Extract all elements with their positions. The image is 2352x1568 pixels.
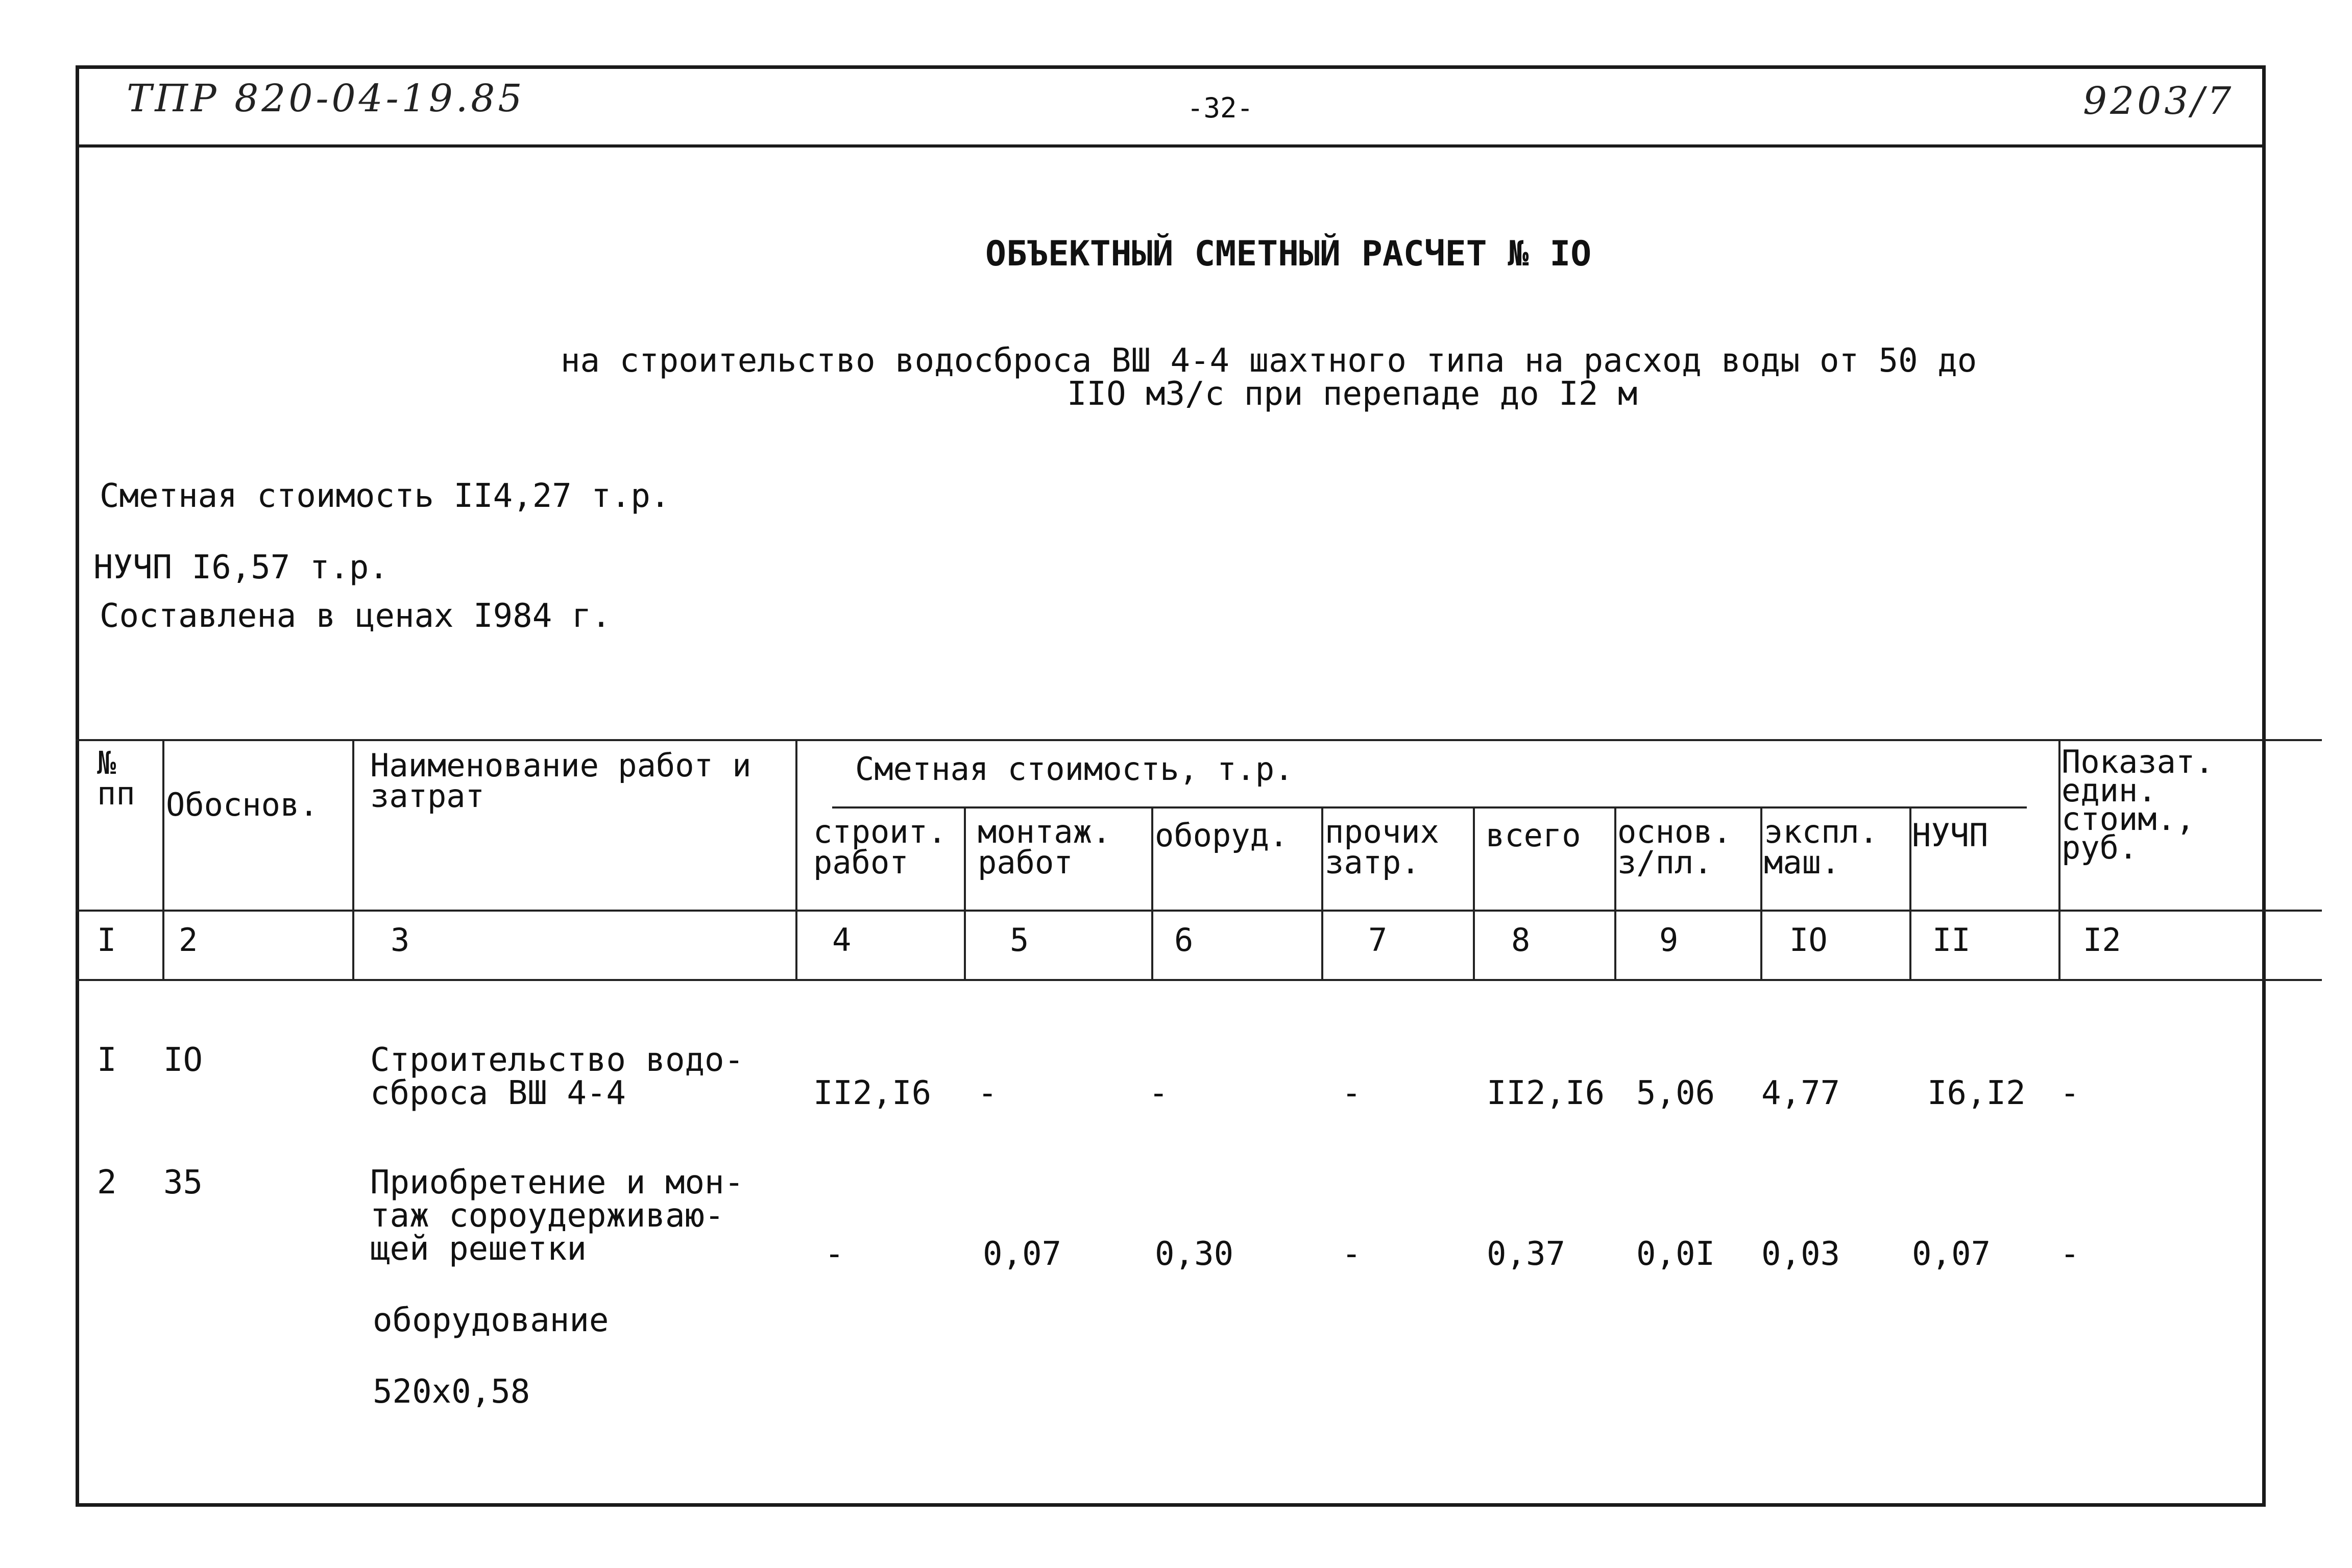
col-number: 6 xyxy=(1174,921,1194,959)
col-divider-7 xyxy=(1473,806,1475,979)
document-title: ОБЪЕКТНЫЙ СМЕТНЫЙ РАСЧЕТ № IO xyxy=(985,234,1592,274)
col-header-wage: основ. з/пл. xyxy=(1617,813,1732,881)
row-other: - xyxy=(1342,1074,1362,1112)
col-number: 2 xyxy=(179,921,198,959)
col-header-nuchp: НУЧП xyxy=(1912,817,1989,854)
page-number: -32- xyxy=(1187,92,1254,124)
col-number: 3 xyxy=(391,921,410,959)
col-header-total: всего xyxy=(1486,817,1581,854)
header-bottom-border xyxy=(76,910,2322,912)
row-equip: - xyxy=(1149,1074,1169,1112)
row-build: II2,I6 xyxy=(813,1074,932,1112)
equipment-formula: 520x0,58 xyxy=(373,1373,530,1411)
col-header-build: строит. работ xyxy=(813,813,947,881)
row-nuchp: I6,I2 xyxy=(1927,1074,2026,1112)
col-divider-8 xyxy=(1614,806,1616,979)
col-header-equip: оборуд. xyxy=(1155,817,1289,854)
row-name-line: Приобретение и мон- xyxy=(370,1164,744,1202)
row-equip: 0,30 xyxy=(1155,1235,1234,1273)
row-basis: IO xyxy=(163,1041,203,1079)
row-nuchp: 0,07 xyxy=(1912,1235,1991,1273)
col-number: I2 xyxy=(2083,921,2121,959)
col-number: 4 xyxy=(832,921,852,959)
table-top-border xyxy=(76,739,2322,741)
col-divider-11 xyxy=(2058,739,2060,979)
nuchp-value: НУЧП I6,57 т.р. xyxy=(93,549,389,586)
col-number: II xyxy=(1932,921,1971,959)
row-total: II2,I6 xyxy=(1487,1074,1605,1112)
doc-code: ТПР 820-04-19.85 xyxy=(127,77,525,120)
subtitle-line-2: IIO м3/с при перепаде до I2 м xyxy=(1067,375,1638,413)
col-divider-3 xyxy=(795,739,797,979)
row-mount: 0,07 xyxy=(983,1235,1062,1273)
row-name-line: сброса ВШ 4-4 xyxy=(370,1074,626,1112)
col-divider-10 xyxy=(1909,806,1911,979)
estimated-cost: Сметная стоимость II4,27 т.р. xyxy=(100,477,670,515)
row-name-line: щей решетки xyxy=(370,1230,587,1268)
col-number: I xyxy=(97,921,116,959)
col-number: 7 xyxy=(1368,921,1388,959)
col-number: IO xyxy=(1789,921,1828,959)
row-build: - xyxy=(825,1235,844,1273)
cost-group-underline xyxy=(832,806,2027,808)
row-wage: 0,0I xyxy=(1636,1235,1715,1273)
row-other: - xyxy=(1342,1235,1362,1273)
col-divider-6 xyxy=(1321,806,1323,979)
row-mach: 4,77 xyxy=(1761,1074,1840,1112)
row-total: 0,37 xyxy=(1487,1235,1566,1273)
column-numbers-border xyxy=(76,979,2322,981)
row-basis: 35 xyxy=(163,1164,203,1202)
row-num: I xyxy=(97,1041,117,1079)
col-header-num: № пп xyxy=(97,744,135,812)
row-mach: 0,03 xyxy=(1761,1235,1840,1273)
col-header-cost-group: Сметная стоимость, т.р. xyxy=(855,750,1294,788)
col-header-basis: Обоснов. xyxy=(166,786,319,823)
row-wage: 5,06 xyxy=(1636,1074,1715,1112)
price-basis: Составлена в ценах I984 г. xyxy=(100,597,611,635)
row-name-line: таж сороудерживаю- xyxy=(370,1197,724,1235)
col-divider-5 xyxy=(1151,806,1153,979)
row-mount: - xyxy=(978,1074,998,1112)
col-header-mount: монтаж. работ xyxy=(978,813,1111,881)
header-divider xyxy=(76,144,2266,148)
row-unit: - xyxy=(2060,1074,2080,1112)
row-name-line: Строительство водо- xyxy=(370,1041,744,1079)
col-header-unit: Показат. един. стоим., руб. xyxy=(2062,743,2214,866)
row-num: 2 xyxy=(97,1164,117,1202)
col-header-other: прочих затр. xyxy=(1325,813,1439,881)
col-header-mach: экспл. маш. xyxy=(1764,813,1878,881)
subtitle-line-1: на строительство водосброса ВШ 4-4 шахтного типа на расход воды от 50 до xyxy=(561,342,1977,380)
equipment-note: оборудование xyxy=(373,1302,609,1339)
sheet-number: 9203/7 xyxy=(2083,79,2235,123)
col-divider-2 xyxy=(352,739,354,979)
row-unit: - xyxy=(2060,1235,2080,1273)
col-number: 9 xyxy=(1659,921,1679,959)
col-number: 8 xyxy=(1511,921,1531,959)
col-header-name: Наименование работ и затрат xyxy=(370,747,751,815)
col-number: 5 xyxy=(1010,921,1029,959)
col-divider-9 xyxy=(1760,806,1762,979)
col-divider-1 xyxy=(162,739,164,979)
